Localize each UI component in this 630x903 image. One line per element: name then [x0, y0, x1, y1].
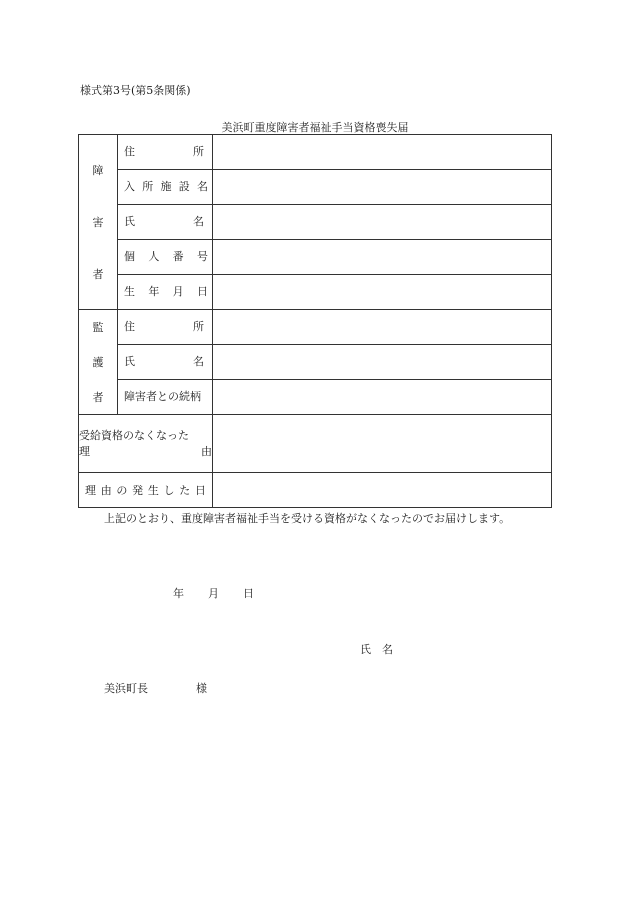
label-char: 設 — [178, 180, 190, 193]
label-guardian-name — [118, 345, 213, 380]
declaration-text: 上記のとおり、重度障害者福祉手当を受ける資格がなくなったのでお届けします。 — [104, 512, 511, 525]
table-row — [79, 135, 552, 170]
value-address[interactable] — [213, 135, 552, 170]
group-char: 監 — [92, 321, 104, 334]
table-row — [79, 205, 552, 240]
label-reason-line1: 受給資格のなくなった — [79, 428, 189, 442]
application-form-table — [78, 134, 552, 508]
value-occurrence-date[interactable] — [213, 473, 552, 508]
group-guardian — [79, 310, 118, 415]
label-char: 由 — [100, 484, 112, 497]
label-char: 日 — [194, 484, 206, 497]
table-row — [79, 170, 552, 205]
label-text: 障害者との続柄 — [124, 390, 201, 403]
table-row — [79, 240, 552, 275]
table-row — [79, 415, 552, 473]
label-char: 由 — [201, 444, 212, 458]
label-char: 名 — [193, 355, 204, 368]
label-char: 理 — [85, 484, 96, 497]
label-reason — [79, 415, 213, 473]
label-char: 施 — [160, 180, 172, 193]
label-char: 月 — [172, 285, 184, 298]
label-char: 個 — [124, 250, 135, 263]
table-row — [79, 310, 552, 345]
label-individual-number — [118, 240, 213, 275]
label-char: 所 — [193, 145, 204, 158]
label-char: 号 — [196, 250, 208, 263]
label-occurrence-date — [79, 473, 213, 508]
form-number: 様式第3号(第5条関係) — [80, 84, 191, 97]
document-title: 美浜町重度障害者福祉手当資格喪失届 — [221, 121, 409, 134]
label-address — [118, 135, 213, 170]
label-char: 所 — [193, 320, 204, 333]
label-char: 住 — [124, 145, 135, 158]
label-char: 生 — [124, 285, 135, 298]
label-char: 日 — [196, 285, 208, 298]
label-char: 所 — [142, 180, 154, 193]
label-char: 住 — [124, 320, 135, 333]
label-relationship — [118, 380, 213, 415]
label-name — [118, 205, 213, 240]
date-year-label: 年 — [173, 587, 184, 600]
label-char: 入 — [124, 180, 135, 193]
group-char: 護 — [92, 356, 104, 369]
table-row — [79, 473, 552, 508]
group-char: 障 — [92, 164, 104, 177]
group-disabled-person — [79, 135, 118, 310]
value-facility-name[interactable] — [213, 170, 552, 205]
label-char: の — [116, 484, 128, 497]
value-birth-date[interactable] — [213, 275, 552, 310]
table-row — [79, 345, 552, 380]
label-char: 名 — [193, 215, 204, 228]
label-guardian-address — [118, 310, 213, 345]
label-char: し — [163, 484, 175, 497]
label-char: 氏 — [124, 215, 135, 228]
value-name[interactable] — [213, 205, 552, 240]
addressee-name: 美浜町長 — [104, 682, 148, 695]
value-guardian-name[interactable] — [213, 345, 552, 380]
value-relationship[interactable] — [213, 380, 552, 415]
label-char: 理 — [79, 444, 90, 458]
group-char: 者 — [92, 268, 104, 281]
label-char: 名 — [197, 180, 208, 193]
table-row — [79, 275, 552, 310]
label-char: 年 — [148, 285, 160, 298]
value-guardian-address[interactable] — [213, 310, 552, 345]
label-char: 番 — [172, 250, 184, 263]
signature-label-1: 氏 — [360, 643, 371, 656]
label-char: 生 — [147, 484, 159, 497]
label-birth-date — [118, 275, 213, 310]
label-char: 氏 — [124, 355, 135, 368]
value-individual-number[interactable] — [213, 240, 552, 275]
addressee-honorific: 様 — [196, 682, 207, 695]
label-char: た — [179, 484, 191, 497]
group-char: 害 — [92, 216, 104, 229]
date-day-label: 日 — [243, 587, 254, 600]
signature-label-2: 名 — [382, 643, 393, 656]
date-month-label: 月 — [208, 587, 219, 600]
group-char: 者 — [92, 391, 104, 404]
value-reason[interactable] — [213, 415, 552, 473]
label-char: 人 — [148, 250, 160, 263]
table-row — [79, 380, 552, 415]
label-char: 発 — [132, 484, 144, 497]
label-facility-name — [118, 170, 213, 205]
